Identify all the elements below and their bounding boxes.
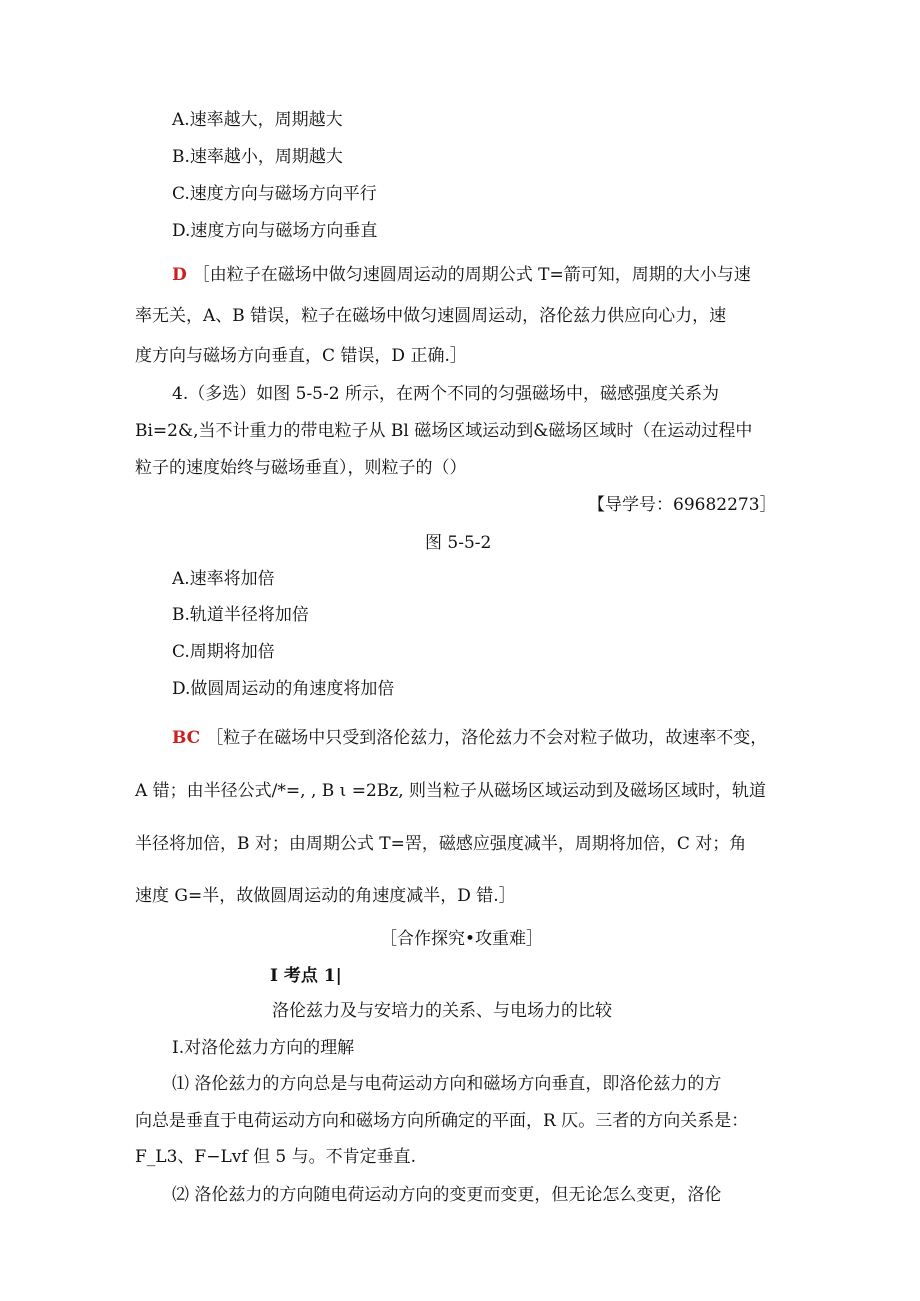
q4-option-a: A.速率将加倍 xyxy=(172,569,275,589)
q4-explanation-line-4: 速度 G=半，故做圆周运动的角速度减半，D 错.］ xyxy=(135,886,516,906)
paragraph-line-4: ⑵ 洛伦兹力的方向随电荷运动方向的变更而变更，但无论怎么变更，洛伦 xyxy=(172,1185,722,1205)
q3-explanation-text-1: ［由粒子在磁场中做匀速圆周运动的周期公式 T=箭可知，周期的大小与速 xyxy=(192,265,751,285)
q3-explanation-line-1 xyxy=(172,264,751,286)
q4-explanation-text-1: ［粒子在磁场中只受到洛伦兹力，洛伦兹力不会对粒子做功，故速率不变， xyxy=(206,728,768,748)
q4-explanation-line-2: A 错；由半径公式/*=, , B ι =2Bz, 则当粒子从磁场区域运动到及磁场区域时，轨道 xyxy=(135,781,767,801)
q4-stem-line-2: Bi=2&,当不计重力的带电粒子从 Bl 磁场区域运动到&磁场区域时（在运动过程中 xyxy=(135,421,753,441)
q4-option-c: C.周期将加倍 xyxy=(172,642,275,662)
subheading: I.对洛伦兹力方向的理解 xyxy=(172,1038,355,1058)
paragraph-line-1: ⑴ 洛伦兹力的方向总是与电荷运动方向和磁场方向垂直，即洛伦兹力的方 xyxy=(172,1074,722,1094)
point-title: 洛伦兹力及与安培力的关系、与电场力的比较 xyxy=(272,1001,612,1021)
q4-explanation-line-3: 半径将加倍，B 对；由周期公式 T=罟，磁感应强度减半，周期将加倍，C 对；角 xyxy=(135,834,747,854)
q3-explanation-line-3: 度方向与磁场方向垂直，C 错误，D 正确.］ xyxy=(135,346,467,366)
q4-answer: BC xyxy=(172,728,201,748)
q3-option-c: C.速度方向与磁场方向平行 xyxy=(172,184,377,204)
q4-stem-line-1: 4.（多选）如图 5-5-2 所示，在两个不同的匀强磁场中，磁感强度关系为 xyxy=(172,384,719,404)
q4-option-b: B.轨道半径将加倍 xyxy=(172,605,309,625)
q3-explanation-line-2: 率无关，A、B 错误，粒子在磁场中做匀速圆周运动，洛伦兹力供应向心力，速 xyxy=(135,306,727,326)
guide-number: 【导学号：69682273］ xyxy=(588,495,777,515)
paragraph-line-3: F_L3、F−Lvf 但 5 与。不肯定垂直. xyxy=(135,1147,417,1167)
q3-option-b: B.速率越小，周期越大 xyxy=(172,147,343,167)
q3-option-d: D.速度方向与磁场方向垂直 xyxy=(172,221,378,241)
paragraph-line-2: 向总是垂直于电荷运动方向和磁场方向所确定的平面，R 仄。三者的方向关系是： xyxy=(135,1111,749,1131)
q3-option-a: A.速率越大，周期越大 xyxy=(172,110,343,130)
point-label: I 考点 1| xyxy=(270,966,342,986)
q3-answer: D xyxy=(172,265,187,285)
figure-caption: 图 5-5-2 xyxy=(425,533,492,553)
q4-explanation-line-1 xyxy=(172,727,767,749)
q4-option-d: D.做圆周运动的角速度将加倍 xyxy=(172,679,395,699)
q4-stem-line-3: 粒子的速度始终与磁场垂直），则粒子的（） xyxy=(135,458,467,478)
section-heading: ［合作探究•攻重难］ xyxy=(380,929,544,949)
